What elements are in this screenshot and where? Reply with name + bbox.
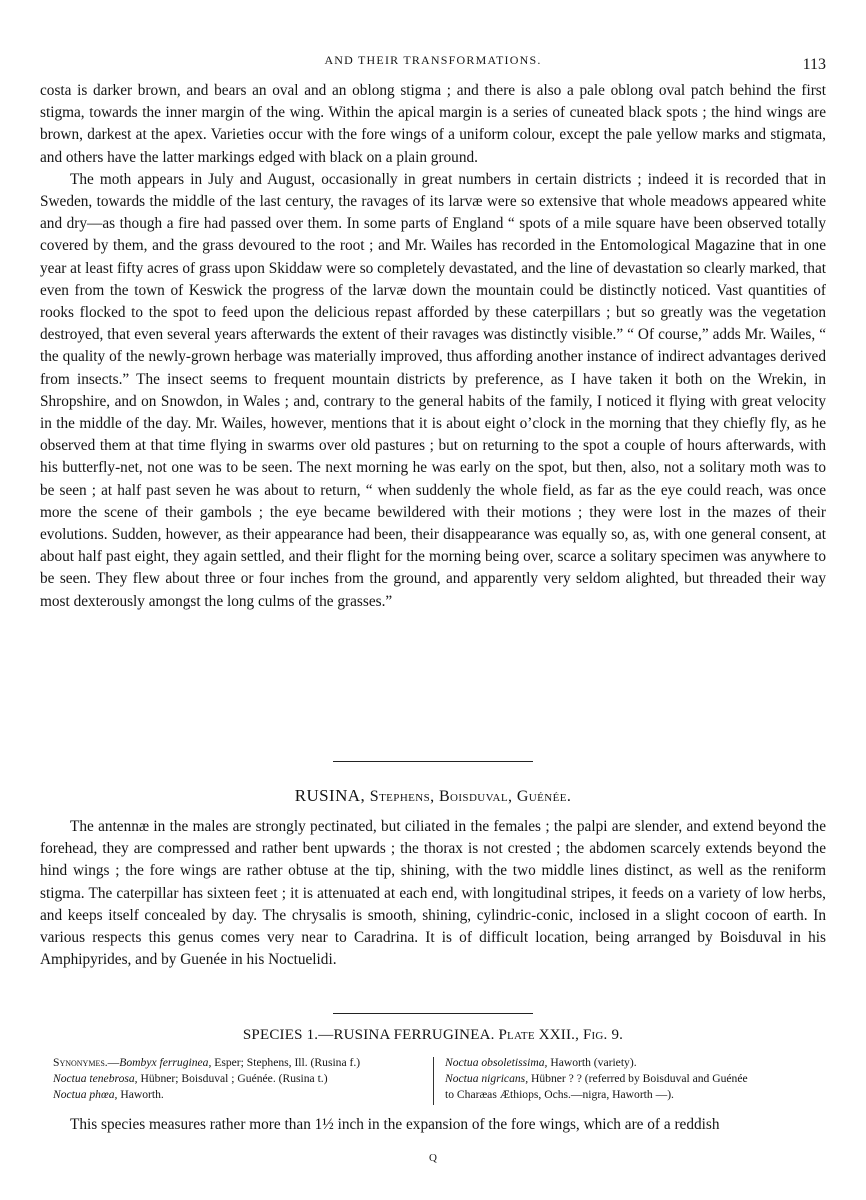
synonym-line (53, 1055, 429, 1071)
synonym-detail: Hübner; Boisduval ; Guénée. (Rusina t.) (137, 1072, 328, 1085)
synonym-line (53, 1087, 429, 1103)
synonym-name: Noctua obsoletissima, (445, 1056, 548, 1069)
species-plate: Plate XXII., Fig. 9. (498, 1027, 624, 1043)
running-head: AND THEIR TRANSFORMATIONS. (324, 53, 542, 67)
signature-mark: Q (429, 1152, 437, 1164)
synonym-name: Noctua nigricans, (445, 1072, 529, 1085)
synonyms-left (53, 1055, 429, 1103)
synonym-detail: to Charæas Æthiops, Ochs.—nigra, Haworth —). (445, 1088, 674, 1101)
synonym-detail: Esper; Stephens, Ill. (Rusina f.) (211, 1056, 361, 1069)
closing-line: This species measures rather more than 1½ inch in the expansion of the fore wings, which are of a reddish (70, 1116, 720, 1133)
page-number: 113 (802, 56, 826, 73)
synonyms-label: Synonymes.— (53, 1056, 120, 1069)
genus-paragraph: The antennæ in the males are strongly pectinated, but ciliated in the females ; the palpi are slender, and extend beyond the forehead, they are compressed and rather bent upwards ; the thorax is not crested ; the abdomen scarcely extends beyond the hind wings ; the fore wings are rather obtuse at the tip, shining, with the two middle lines distinct, as well as the reniform stigma. The caterpillar has sixteen feet ; it is attenuated at each end, with longitudinal stripes, it feeds on a variety of low herbs, and keeps itself concealed by day. The chrysalis is smooth, shining, cylindric-conic, inclosed in a slight cocoon of earth. In various respects this genus comes very near to Caradrina. It is of difficult location, being arranged by Boisduval in his Amphipyrides, and by Guenée in his Noctuelidi. (40, 818, 826, 969)
section-rule (333, 761, 533, 762)
paragraph-1: costa is darker brown, and bears an oval and an oblong stigma ; and there is also a pale oblong oval patch behind the first stigma, towards the inner margin of the wing. Within the apical margin is a series of cuneated black spots ; the hind wings are brown, darkest at the apex. Varieties occur with the fore wings of a uniform colour, except the pale yellow marks and stigmata, and others have the latter markings edged with black on a plain ground. (40, 82, 826, 166)
species-rule (333, 1013, 533, 1014)
continued-paragraph (40, 80, 826, 613)
genus-description (40, 816, 826, 971)
synonym-line (445, 1055, 825, 1071)
synonym-detail: Hübner ? ? (referred by Boisduval and Guénée (528, 1072, 748, 1085)
genus-authors: Stephens, Boisduval, Guénée. (369, 788, 572, 805)
synonym-name: Bombyx ferruginea, (119, 1056, 212, 1069)
synonym-detail: Haworth (variety). (547, 1056, 637, 1069)
synonym-line (53, 1071, 429, 1087)
synonym-detail: Haworth. (117, 1088, 164, 1101)
synonyms-divider (433, 1057, 434, 1105)
synonym-line (445, 1087, 825, 1103)
synonym-line (445, 1071, 825, 1087)
synonym-name: Noctua tenebrosa, (53, 1072, 138, 1085)
species-heading (0, 1027, 866, 1044)
genus-heading (0, 786, 866, 806)
synonym-name: Noctua phœa, (53, 1088, 118, 1101)
genus-name: RUSINA, (294, 786, 366, 805)
synonyms-right (445, 1055, 825, 1103)
species-name: SPECIES 1.—RUSINA FERRUGINEA. (242, 1027, 495, 1043)
paragraph-2: The moth appears in July and August, occasionally in great numbers in certain districts ; indeed it is recorded that in Sweden, towards the middle of the last century, the ravages of its larvæ were so extensive that whole meadows appeared white and dry—as though a fire had passed over them. In some parts of England “ spots of a mile square have been observed totally covered by them, and the grass devoured to the root ; and Mr. Wailes has recorded in the Entomological Magazine that in one year at least fifty acres of grass upon Skiddaw were so completely devastated, and the line of devastation so clearly marked, that even from the town of Keswick the progress of the larvæ down the mountain could be distinctly noticed. Vast quantities of rooks flocked to the spot to feed upon the delicious repast afforded by these caterpillars ; but so greatly was the vegetation destroyed, that even several years afterwards the extent of their ravages was distinctly visible.” “ Of course,” adds Mr. Wailes, “ the quality of the newly-grown herbage was materially improved, thus affording another instance of indirect advantages derived from insects.” The insect seems to frequent mountain districts by preference, as I have taken it both on the Wrekin, in Shropshire, and on Snowdon, in Wales ; and, contrary to the general habits of the family, I noticed it flying with great velocity in the middle of the day. Mr. Wailes, however, mentions that it is about eight o’clock in the morning that they chiefly fly, as he observed them at that time flying in swarms over old pastures ; but on returning to the spot a couple of hours afterwards, with his butterfly-net, not one was to be seen. The next morning he was early on the spot, but then, also, not a solitary moth was to be seen ; at half past seven he was about to return, “ when suddenly the whole field, as far as the eye could reach, was once more the scene of their gambols ; the eye became bewildered with their motions ; they were lost in the mazes of their evolutions. Sudden, however, as their appearance had been, their disappearance was equally so, as, with one general consent, at about half past eight, they again settled, and their flight for the morning being over, scarce a solitary specimen was anywhere to be seen. They flew about three or four inches from the ground, and apparently very seldom alighted, but threaded their way most dexterously amongst the long culms of the grasses.” (40, 170, 826, 610)
